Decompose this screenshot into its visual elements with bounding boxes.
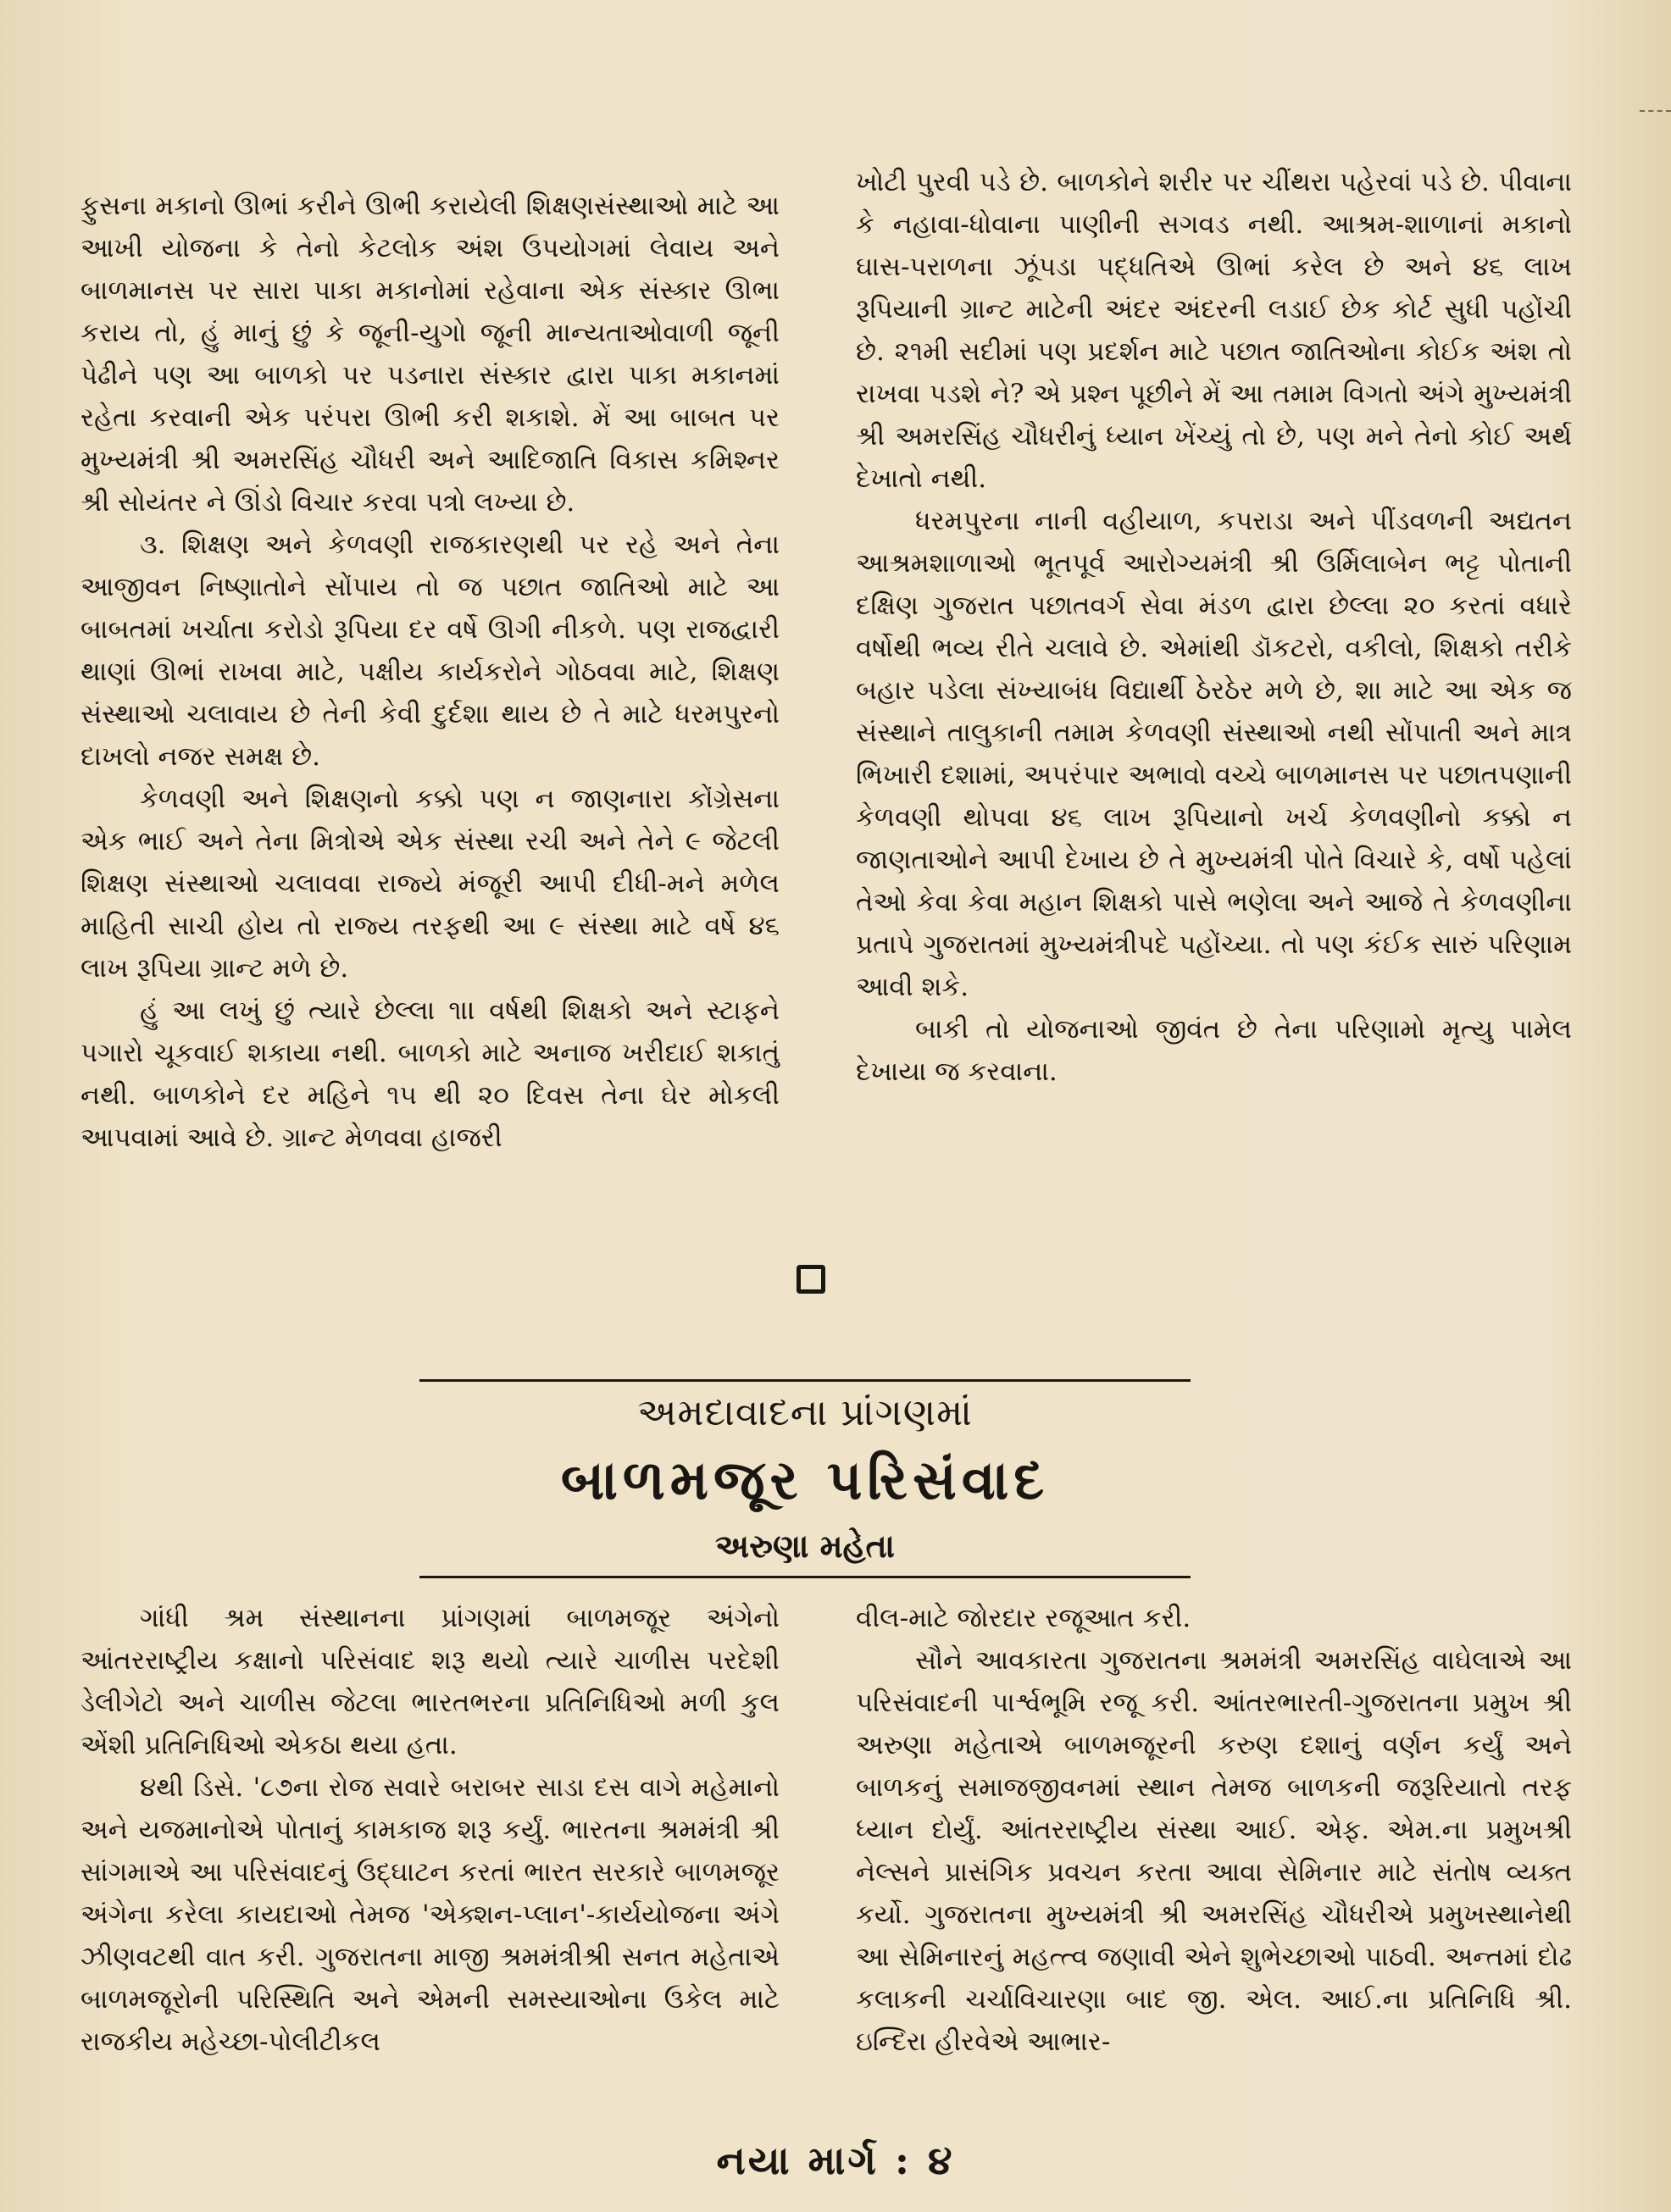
paragraph: ગાંધી શ્રમ સંસ્થાનના પ્રાંગણમાં બાળમજૂર અંગેનો આંતરરાષ્ટ્રીય કક્ષાનો પરિસંવાદ શરૂ થયો ત્યારે ચાળીસ પરદેશી ડેલીગેટો અને ચાળીસ જેટલા ભારતભરના પ્રતિનિધિઓ મળી કુલ એંશી પ્રતિનિધિઓ એકઠા થયા હતા. [80, 1603, 780, 1760]
paragraph: સૌને આવકારતા ગુજરાતના શ્રમમંત્રી અમરસિંહ વાઘેલાએ આ પરિસંવાદની પાર્શ્વભૂમિ રજૂ કરી. આંતરભારતી-ગુજરાતના પ્રમુખ શ્રી અરુણા મહેતાએ બાળમજૂરની કરુણ દશાનું વર્ણન કર્યું અને બાળકનું સમાજજીવનમાં સ્થાન તેમજ બાળકની જરૂરિયાતો તરફ ધ્યાન દોર્યું. આંતરરાષ્ટ્રીય સંસ્થા આઈ. એફ. એમ.ના પ્રમુખશ્રી નેલ્સને પ્રાસંગિક પ્રવચન કરતા આવા સેમિનાર માટે સંતોષ વ્યક્ત કર્યો. ગુજરાતના મુખ્યમંત્રી શ્રી અમરસિંહ ચૌધરીએ પ્રમુખસ્થાનેથી આ સેમિનારનું મહત્ત્વ જણાવી એને શુભેચ્છાઓ પાઠવી. અન્તમાં દોઢ કલાકની ચર્ચાવિચારણા બાદ જી. એલ. આઈ.ના પ્રતિનિધિ શ્રી. ઇન્દિરા હીરવેએ આભાર- [856, 1645, 1572, 2057]
section-end-square-icon [797, 1265, 825, 1294]
headline-rule-top [419, 1379, 1191, 1382]
paragraph: ફુસના મકાનો ઊભાં કરીને ઊભી કરાયેલી શિક્ષણસંસ્થાઓ માટે આ આખી યોજના કે તેનો કેટલોક અંશ ઉપયોગમાં લેવાય અને બાળમાનસ પર સારા પાકા મકાનોમાં રહેવાના એક સંસ્કાર ઊભા કરાય તો, હું માનું છું કે જૂની-યુગો જૂની માન્યતાઓવાળી જૂની પેઢીને પણ આ બાળકો પર પડનારા સંસ્કાર દ્વારા પાકા મકાનમાં રહેતા કરવાની એક પરંપરા ઊભી કરી શકાશે. મેં આ બાબત પર મુખ્યમંત્રી શ્રી અમરસિંહ ચૌધરી અને આદિજાતિ વિકાસ કમિશ્નર શ્રી સોયંતર ને ઊંડો વિચાર કરવા પત્રો લખ્યા છે. [80, 191, 780, 518]
paragraph: હું આ લખું છું ત્યારે છેલ્લા ૧।। વર્ષથી શિક્ષકો અને સ્ટાફને પગારો ચૂકવાઈ શકાયા નથી. બાળકો માટે અનાજ ખરીદાઈ શકાતું નથી. બાળકોને દર મહિને ૧૫ થી ૨૦ દિવસ તેના ઘેર મોકલી આપવામાં આવે છે. ગ્રાન્ટ મેળવવા હાજરી [80, 995, 780, 1153]
headline-rule-bottom [419, 1576, 1191, 1578]
page-footer: નયા માર્ગ : ૪ [716, 2137, 955, 2183]
top-left-column [80, 185, 780, 1159]
paragraph: ૪થી ડિસે. '૮૭ના રોજ સવારે બરાબર સાડા દસ વાગે મહેમાનો અને યજમાનોએ પોતાનું કામકાજ શરૂ કર્યું. ભારતના શ્રમમંત્રી શ્રી સાંગમાએ આ પરિસંવાદનું ઉદ્ઘાટન કરતાં ભારત સરકારે બાળમજૂર અંગેના કરેલા કાયદાઓ તેમજ 'એક્શન-પ્લાન'-કાર્યયોજના અંગે ઝીણવટથી વાત કરી. ગુજરાતના માજી શ્રમમંત્રીશ્રી સનત મહેતાએ બાળમજૂરોની પરિસ્થિતિ અને એમની સમસ્યાઓના ઉકેલ માટે રાજકીય મહેચ્છા-પોલીટીકલ [80, 1772, 780, 2057]
paragraph: વીલ-માટે જોરદાર રજૂઆત કરી. [856, 1603, 1191, 1633]
bottom-left-column [80, 1597, 780, 2063]
page-edge-mark [1640, 110, 1671, 117]
paragraph: ખોટી પુરવી પડે છે. બાળકોને શરીર પર ચીંથરા પહેરવાં પડે છે. પીવાના કે નહાવા-ધોવાના પાણીની સગવડ નથી. આશ્રમ-શાળાનાં મકાનો ઘાસ-પરાળના ઝૂંપડા પદ્ધતિએ ઊભાં કરેલ છે અને ૪૬ લાખ રૂપિયાની ગ્રાન્ટ માટેની અંદર અંદરની લડાઈ છેક કોર્ટ સુધી પહોંચી છે. ૨૧મી સદીમાં પણ પ્રદર્શન માટે પછાત જાતિઓના કોઈક અંશ તો રાખવા પડશે ને? એ પ્રશ્ન પૂછીને મેં આ તમામ વિગતો અંગે મુખ્યમંત્રી શ્રી અમરસિંહ ચૌધરીનું ધ્યાન ખેંચ્યું તો છે, પણ મને તેનો કોઈ અર્થ દેખાતો નથી. [856, 167, 1572, 494]
paragraph: બાકી તો યોજનાઓ જીવંત છે તેના પરિણામો મૃત્યુ પામેલ દેખાયા જ કરવાના. [856, 1014, 1572, 1087]
top-right-column [856, 161, 1572, 1093]
article-byline: અરુણા મહેતા [715, 1527, 895, 1565]
article-kicker: અમદાવાદના પ્રાંગણમાં [637, 1391, 973, 1434]
paragraph: ૩. શિક્ષણ અને કેળવણી રાજકારણથી પર રહે અને તેના આજીવન નિષ્ણાતોને સોંપાય તો જ પછાત જાતિઓ માટે આ બાબતમાં ખર્ચાતા કરોડો રૂપિયા દર વર્ષે ઊગી નીકળે. પણ રાજદ્વારી થાણાં ઊભાં રાખવા માટે, પક્ષીય કાર્યકરોને ગોઠવવા માટે, શિક્ષણ સંસ્થાઓ ચલાવાય છે તેની કેવી દુર્દશા થાય છે તે માટે ધરમપુરનો દાખલો નજર સમક્ષ છે. [80, 529, 780, 772]
paragraph: કેળવણી અને શિક્ષણનો કક્કો પણ ન જાણનારા કોંગ્રેસના એક ભાઈ અને તેના મિત્રોએ એક સંસ્થા રચી અને તેને ૯ જેટલી શિક્ષણ સંસ્થાઓ ચલાવવા રાજ્યે મંજૂરી આપી દીધી-મને મળેલ માહિતી સાચી હોય તો રાજ્ય તરફથી આ ૯ સંસ્થા માટે વર્ષે ૪૬ લાખ રૂપિયા ગ્રાન્ટ મળે છે. [80, 784, 780, 984]
article-title: બાળમજૂર પરિસંવાદ [560, 1449, 1050, 1512]
bottom-right-column [856, 1597, 1572, 2063]
paragraph: ધરમપુરના નાની વહીયાળ, કપરાડા અને પીંડવળની અદ્યતન આશ્રમશાળાઓ ભૂતપૂર્વ આરોગ્યમંત્રી શ્રી ઉર્મિલાબેન ભટ્ટ પોતાની દક્ષિણ ગુજરાત પછાતવર્ગ સેવા મંડળ દ્વારા છેલ્લા ૨૦ કરતાં વધારે વર્ષોથી ભવ્ય રીતે ચલાવે છે. એમાંથી ડૉકટરો, વકીલો, શિક્ષકો તરીકે બહાર પડેલા સંખ્યાબંધ વિદ્યાર્થી ઠેરઠેર મળે છે, શા માટે આ એક જ સંસ્થાને તાલુકાની તમામ કેળવણી સંસ્થાઓ નથી સોંપાતી અને માત્ર ભિખારી દશામાં, અપરંપાર અભાવો વચ્ચે બાળમાનસ પર પછાતપણાની કેળવણી થોપવા ૪૬ લાખ રૂપિયાનો ખર્ચ કેળવણીનો કક્કો ન જાણતાઓને આપી દેખાય છે તે મુખ્યમંત્રી પોતે વિચારે કે, વર્ષો પહેલાં તેઓ કેવા કેવા મહાન શિક્ષકો પાસે ભણેલા અને આજે તે કેળવણીના પ્રતાપે ગુજરાતમાં મુખ્યમંત્રીપદે પહોંચ્યા. તો પણ કંઈક સારું પરિણામ આવી શકે. [856, 506, 1572, 1002]
